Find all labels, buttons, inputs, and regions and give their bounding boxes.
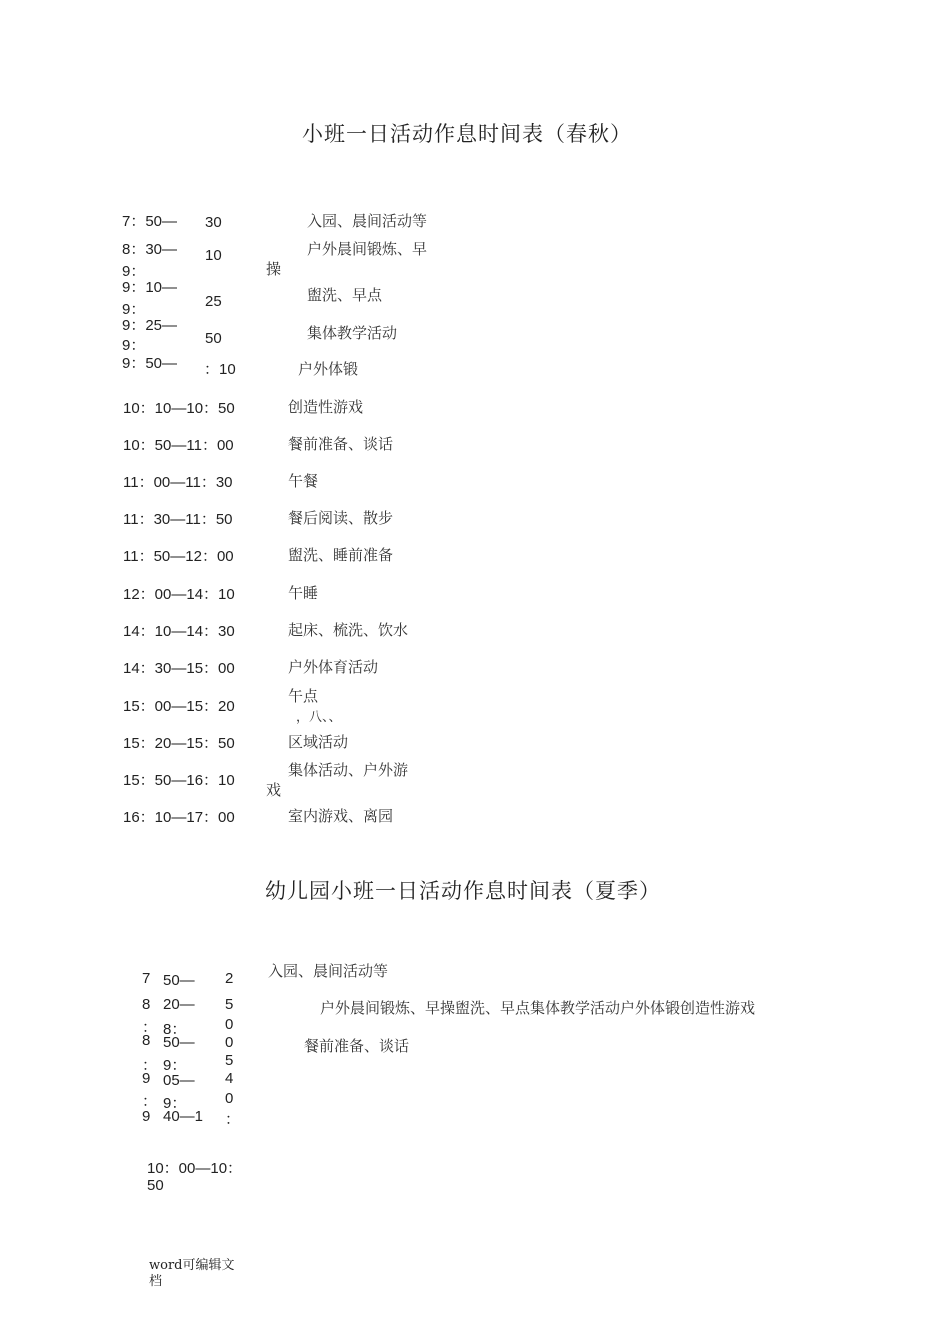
row-activity: 餐后阅读、散步 — [288, 509, 394, 527]
summer-col3: 5 — [225, 996, 234, 1013]
row-activity: 户外体育活动 — [288, 658, 379, 676]
summer-col1: 8 — [142, 996, 151, 1013]
activity-label: 户外晨间锻炼、早 — [307, 240, 428, 258]
stray-marks: ，八、、 — [296, 710, 342, 725]
row-time: 14：10—14：30 — [123, 623, 235, 640]
summer-col3: 5 — [225, 1052, 234, 1069]
summer-activity: 餐前准备、谈话 — [304, 1037, 410, 1055]
summer-time-block — [142, 968, 242, 1132]
summer-col1: ： — [142, 1019, 158, 1036]
summer-col3: 0 — [225, 1034, 234, 1051]
summer-col3: ： — [225, 1111, 241, 1128]
row-time: 14：30—15：00 — [123, 660, 235, 677]
summer-col2: 9： — [163, 1057, 187, 1074]
activity-label: 户外体锻 — [298, 360, 359, 378]
summer-col1: ： — [142, 1093, 158, 1110]
summer-activity-line: 户外晨间锻炼、早操盥洗、早点集体教学活动户外体锻创造性游戏 — [320, 999, 756, 1017]
time-start: 9：50— — [122, 355, 178, 372]
row-activity: 午睡 — [288, 584, 319, 602]
row-time: 15：50—16：10 — [123, 772, 235, 789]
row-time: 16：10—17：00 — [123, 809, 235, 826]
summer-col3: 0 — [225, 1090, 234, 1107]
summer-col2: 40—1 — [163, 1108, 204, 1125]
row-activity: 起床、梳洗、饮水 — [288, 621, 409, 639]
activity-label: 集体教学活动 — [307, 324, 398, 342]
time-end: 30 — [205, 214, 222, 231]
summer-time-last: 50 — [147, 1177, 164, 1194]
time-end-fragment: 9： — [122, 337, 146, 354]
activity-label: 盥洗、早点 — [307, 286, 383, 304]
footer-line: 档 — [149, 1274, 163, 1289]
time-end-fragment: 9： — [122, 301, 146, 318]
first-block-time-column — [122, 208, 204, 376]
time-end: 25 — [205, 293, 222, 310]
row-activity: 午点 — [288, 687, 319, 705]
row-activity: 午餐 — [288, 472, 319, 490]
summer-col3: 4 — [225, 1070, 234, 1087]
row-activity: 创造性游戏 — [288, 398, 364, 416]
row-time: 15：20—15：50 — [123, 735, 235, 752]
activity-label-wrap: 戏 — [266, 781, 282, 799]
time-start: 9：10— — [122, 279, 178, 296]
row-activity: 盥洗、睡前准备 — [288, 546, 394, 564]
summer-col1: 7 — [142, 970, 151, 987]
summer-activity: 入园、晨间活动等 — [268, 962, 389, 980]
row-time: 15：00—15：20 — [123, 698, 235, 715]
row-time: 11：00—11：30 — [123, 474, 233, 491]
summer-col1: 8 — [142, 1032, 151, 1049]
row-activity: 室内游戏、离园 — [288, 807, 394, 825]
summer-col1: 9 — [142, 1108, 151, 1125]
summer-col1: 9 — [142, 1070, 151, 1087]
page-title-spring: 小班一日活动作息时间表（春秋） — [302, 122, 632, 146]
row-activity: 集体活动、户外游 — [288, 761, 409, 779]
activity-label-wrap: 操 — [266, 260, 282, 278]
activity-label: 入园、晨间活动等 — [307, 212, 428, 230]
summer-col3: 2 — [225, 970, 234, 987]
summer-col2: 05— — [163, 1072, 195, 1089]
time-end: 50 — [205, 330, 222, 347]
footer-note — [149, 1258, 235, 1290]
summer-col2: 20— — [163, 996, 195, 1013]
time-end: ：10 — [204, 361, 236, 378]
summer-col2: 50— — [163, 972, 195, 989]
time-end: 10 — [205, 247, 222, 264]
row-time: 10：10—10：50 — [123, 400, 235, 417]
row-time: 11：50—12：00 — [123, 548, 234, 565]
footer-line: word可编辑文 — [149, 1258, 235, 1273]
time-start: 7：50— — [122, 213, 178, 230]
summer-col2: 9： — [163, 1095, 187, 1112]
time-end-fragment: 9： — [122, 263, 146, 280]
row-activity: 餐前准备、谈话 — [288, 435, 394, 453]
summer-col3: 0 — [225, 1016, 234, 1033]
row-time: 10：50—11：00 — [123, 437, 234, 454]
summer-col1: ： — [142, 1057, 158, 1074]
summer-time-last: 10：00—10： — [147, 1160, 243, 1177]
time-start: 9：25— — [122, 317, 178, 334]
page-title-summer: 幼儿园小班一日活动作息时间表（夏季） — [265, 879, 661, 903]
summer-col2: 50— — [163, 1034, 195, 1051]
row-time: 12：00—14：10 — [123, 586, 235, 603]
summer-col2: 8： — [163, 1021, 187, 1038]
time-start: 8：30— — [122, 241, 178, 258]
row-activity: 区域活动 — [288, 733, 349, 751]
row-time: 11：30—11：50 — [123, 511, 233, 528]
